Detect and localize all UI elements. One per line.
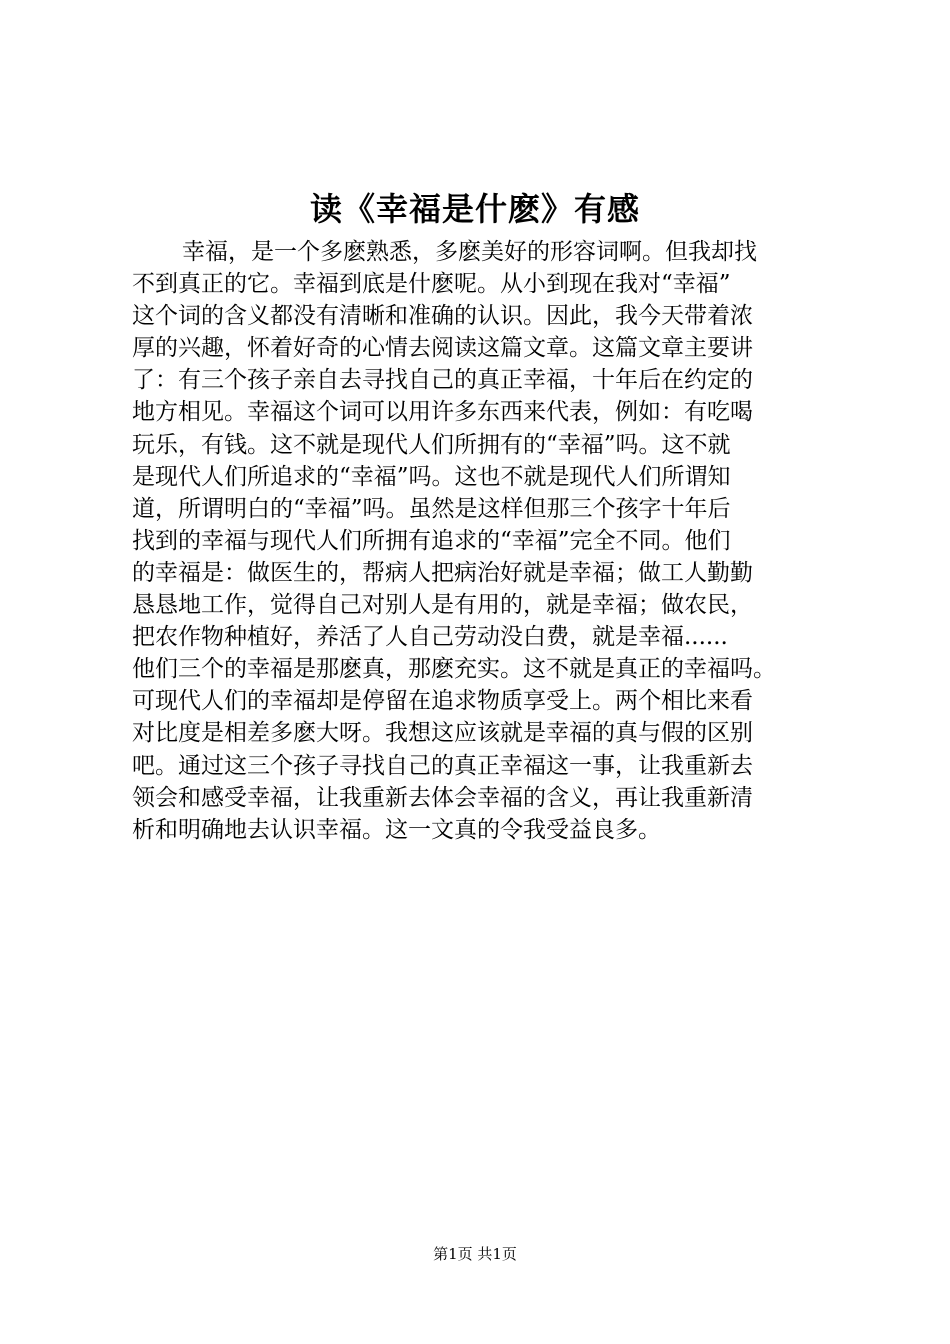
document-title: 读《幸福是什麽》有感 [309, 190, 640, 228]
text-line: 是现代人们所追求的“幸福”吗。这也不就是现代人们所谓知 [132, 463, 731, 490]
text-line: 领会和感受幸福，让我重新去体会幸福的含义，再让我重新清 [132, 784, 753, 811]
page-footer: 第1页 共1页 [433, 1245, 517, 1263]
text-line: 这个词的含义都没有清晰和准确的认识。因此，我今天带着浓 [132, 303, 753, 330]
text-line: 玩乐，有钱。这不就是现代人们所拥有的“幸福”吗。这不就 [132, 431, 731, 458]
text-line: 恳恳地工作，觉得自己对别人是有用的，就是幸福；做农民， [132, 592, 753, 619]
text-line: 不到真正的它。幸福到底是什麽呢。从小到现在我对“幸福” [132, 271, 731, 298]
text-line: 了：有三个孩子亲自去寻找自己的真正幸福，十年后在约定的 [132, 367, 753, 394]
text-line: 道，所谓明白的“幸福”吗。虽然是这样但那三个孩字十年后 [132, 495, 731, 522]
text-line: 吧。通过这三个孩子寻找自己的真正幸福这一事，让我重新去 [132, 752, 753, 779]
text-line: 厚的兴趣，怀着好奇的心情去阅读这篇文章。这篇文章主要讲 [132, 335, 753, 362]
body-paragraph [132, 236, 832, 846]
text-line: 可现代人们的幸福却是停留在追求物质享受上。两个相比来看 [132, 688, 753, 715]
text-line: 析和明确地去认识幸福。这一文真的令我受益良多。 [132, 816, 661, 843]
text-line: 的幸福是：做医生的，帮病人把病治好就是幸福；做工人勤勤 [132, 559, 753, 586]
text-line: 地方相见。幸福这个词可以用许多东西来代表，例如：有吃喝 [132, 399, 753, 426]
text-line: 找到的幸福与现代人们所拥有追求的“幸福”完全不同。他们 [132, 527, 731, 554]
text-line: 幸福，是一个多麽熟悉，多麽美好的形容词啊。但我却找 [182, 239, 757, 265]
text-line: 把农作物种植好，养活了人自己劳动没白费，就是幸福...... [132, 624, 728, 651]
text-line: 他们三个的幸福是那麽真，那麽充实。这不就是真正的幸福吗。 [132, 656, 776, 683]
text-line: 对比度是相差多麽大呀。我想这应该就是幸福的真与假的区别 [132, 720, 753, 747]
